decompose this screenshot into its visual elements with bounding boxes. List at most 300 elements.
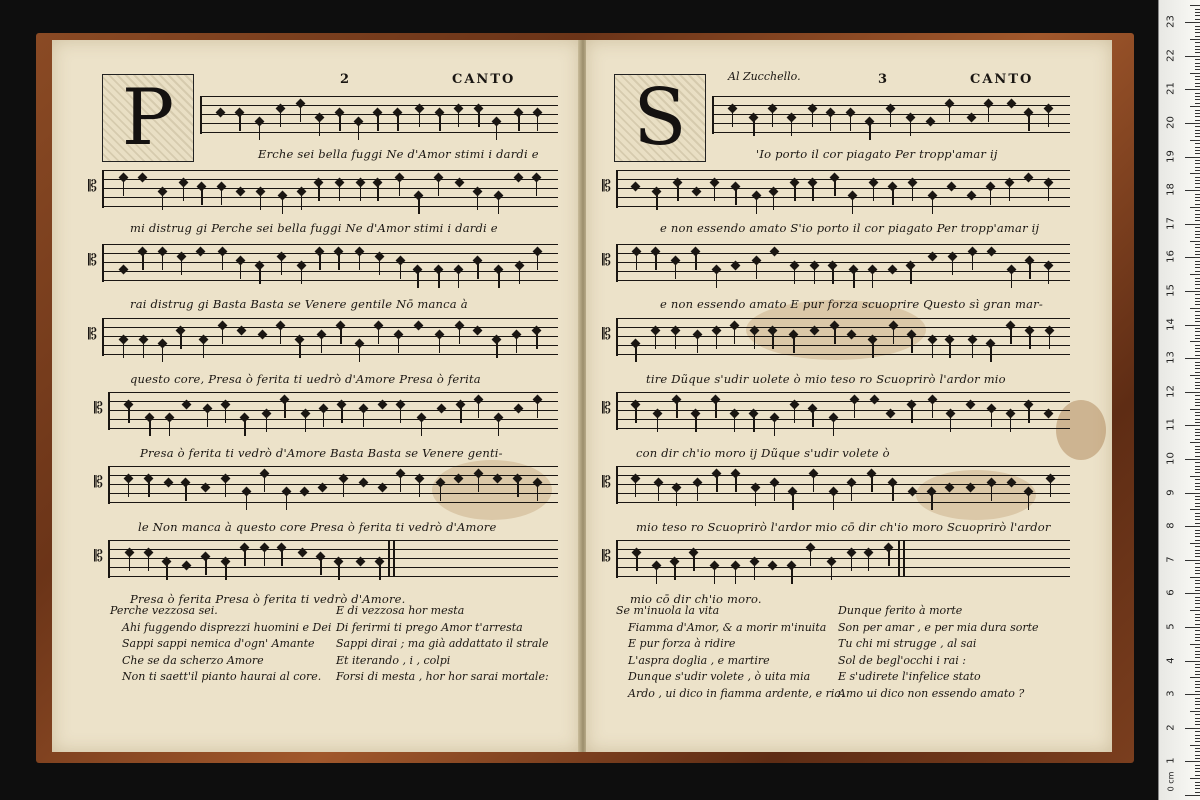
staff-line xyxy=(618,410,1070,411)
note-stem xyxy=(400,263,401,279)
note-stem xyxy=(716,476,717,492)
ruler-tick xyxy=(1185,89,1200,90)
ruler-tick xyxy=(1195,519,1200,520)
left-page-number: 2 xyxy=(340,72,352,87)
note-stem xyxy=(399,180,400,196)
ruler-tick xyxy=(1185,123,1200,124)
note-stem xyxy=(1028,494,1029,510)
ruler-tick xyxy=(1185,694,1200,695)
staff-line xyxy=(618,271,1070,272)
ruler-tick xyxy=(1195,698,1200,699)
ruler-tick xyxy=(1185,795,1200,796)
ruler-tick xyxy=(1195,550,1200,551)
music-note xyxy=(359,478,369,488)
note-stem xyxy=(284,402,285,418)
note-stem xyxy=(460,407,461,423)
music-note xyxy=(513,404,523,414)
ruler-number: 11 xyxy=(1165,418,1177,432)
note-stem xyxy=(323,411,324,427)
ruler-tick xyxy=(1195,701,1200,702)
staff-line xyxy=(618,170,1070,171)
ruler-tick xyxy=(1195,318,1200,319)
ruler-tick xyxy=(1195,785,1200,786)
note-stem xyxy=(162,346,163,362)
staff-line xyxy=(104,280,558,281)
ruler-tick xyxy=(1195,328,1200,329)
clef-icon: 𝄡 xyxy=(602,176,611,195)
staff-line xyxy=(104,271,558,272)
music-staff xyxy=(88,244,558,282)
note-stem xyxy=(239,115,240,131)
note-stem xyxy=(319,254,320,270)
music-note xyxy=(1024,173,1034,183)
music-staff xyxy=(200,96,558,134)
music-staff xyxy=(602,244,1070,282)
note-stem xyxy=(735,189,736,205)
ruler-tick xyxy=(1195,597,1200,598)
staff-line xyxy=(110,567,558,568)
note-stem xyxy=(791,120,792,136)
ruler-tick xyxy=(1185,392,1200,393)
staff-line xyxy=(618,336,1070,337)
ruler-tick xyxy=(1195,52,1200,53)
note-stem xyxy=(932,342,933,358)
ruler-tick xyxy=(1195,667,1200,668)
note-stem xyxy=(794,268,795,284)
left-verse-line: Non ti saett'il pianto haurai al core. xyxy=(122,670,322,683)
note-stem xyxy=(636,555,637,571)
staff-line xyxy=(618,392,1070,393)
ruler-number: 1 xyxy=(1165,757,1177,765)
note-stem xyxy=(755,490,756,506)
left-verse-line: Che se da scherzo Amore xyxy=(122,653,264,667)
staff-line xyxy=(618,428,1070,429)
staff-line xyxy=(104,197,558,198)
ruler-tick xyxy=(1195,399,1200,400)
clef-icon: 𝄡 xyxy=(602,398,611,417)
right-verse-line: Ardo , ui dico in fiamma ardente, e ria. xyxy=(628,686,845,700)
ruler-tick xyxy=(1195,66,1200,67)
ruler-tick xyxy=(1195,32,1200,33)
staff-line xyxy=(104,354,558,355)
music-staff xyxy=(602,540,1070,578)
right-lyric-2: e non essendo amato S'io porto il cor piagato Per tropp'amar ij xyxy=(660,221,1040,235)
note-stem xyxy=(812,111,813,127)
note-stem xyxy=(697,337,698,353)
note-stem xyxy=(832,268,833,284)
ruler-tick xyxy=(1195,741,1200,742)
note-stem xyxy=(949,342,950,358)
double-barline xyxy=(393,540,395,577)
note-stem xyxy=(753,416,754,432)
note-stem xyxy=(143,342,144,358)
ruler-tick xyxy=(1195,247,1200,248)
ruler-tick xyxy=(1190,711,1200,712)
staff-line xyxy=(714,132,1070,133)
double-barline xyxy=(903,540,905,577)
ruler-tick xyxy=(1195,385,1200,386)
ruler-tick xyxy=(1185,190,1200,191)
ruler-tick xyxy=(1195,110,1200,111)
right-voice-label: CANTO xyxy=(970,72,1034,87)
note-stem xyxy=(439,115,440,131)
note-stem xyxy=(774,485,775,501)
ruler-tick xyxy=(1195,570,1200,571)
left-lyric-3: rai distrug gi Basta Basta se Venere gentile Nō manca à xyxy=(130,297,468,311)
ruler-tick xyxy=(1190,274,1200,275)
note-stem xyxy=(478,476,479,492)
note-stem xyxy=(773,194,774,210)
note-stem xyxy=(259,124,260,140)
note-stem xyxy=(149,420,150,436)
ruler-tick xyxy=(1195,513,1200,514)
ruler-tick xyxy=(1195,530,1200,531)
note-stem xyxy=(266,416,267,432)
ruler-tick xyxy=(1195,194,1200,195)
left-lyric-2: mi distrug gi Perche sei bella fuggi Ne d'Amor stimi i dardi e xyxy=(130,221,498,235)
note-stem xyxy=(872,272,873,288)
ruler-tick xyxy=(1190,442,1200,443)
note-stem xyxy=(496,342,497,358)
ruler-tick xyxy=(1195,210,1200,211)
ruler-tick xyxy=(1195,76,1200,77)
staff-line xyxy=(110,576,558,577)
note-stem xyxy=(734,328,735,344)
ruler-tick xyxy=(1195,654,1200,655)
ruler-tick xyxy=(1195,540,1200,541)
ruler-tick xyxy=(1195,271,1200,272)
ruler-tick xyxy=(1195,765,1200,766)
staff-line xyxy=(618,484,1070,485)
note-stem xyxy=(715,402,716,418)
note-stem xyxy=(516,337,517,353)
note-stem xyxy=(360,185,361,201)
clef-icon: 𝄡 xyxy=(88,250,97,269)
ruler-tick xyxy=(1190,73,1200,74)
left-verse-line: Di ferirmi ti prego Amor t'arresta xyxy=(336,620,523,634)
ruler-number: 8 xyxy=(1165,522,1177,529)
ruler-unit-label: 0 cm xyxy=(1166,771,1176,792)
ruler-tick xyxy=(1195,362,1200,363)
staff-line xyxy=(104,345,558,346)
ruler-tick xyxy=(1195,533,1200,534)
measuring-ruler xyxy=(1158,0,1200,800)
ruler-tick xyxy=(1195,630,1200,631)
note-stem xyxy=(1048,111,1049,127)
ruler-tick xyxy=(1185,325,1200,326)
ruler-tick xyxy=(1195,284,1200,285)
ruler-tick xyxy=(1195,640,1200,641)
note-stem xyxy=(892,485,893,501)
ruler-tick xyxy=(1195,338,1200,339)
note-stem xyxy=(419,111,420,127)
right-lyric-7: mio cō dir ch'io moro. xyxy=(630,592,762,606)
double-barline xyxy=(388,540,390,577)
ruler-tick xyxy=(1195,143,1200,144)
note-stem xyxy=(400,476,401,492)
ruler-tick xyxy=(1195,304,1200,305)
staff-line xyxy=(618,188,1070,189)
staff-line xyxy=(110,475,558,476)
ruler-number: 16 xyxy=(1165,250,1177,264)
note-stem xyxy=(893,328,894,344)
note-stem xyxy=(772,333,773,349)
ruler-tick xyxy=(1185,291,1200,292)
ruler-tick xyxy=(1195,96,1200,97)
ruler-tick xyxy=(1190,5,1200,6)
note-stem xyxy=(498,420,499,436)
note-stem xyxy=(459,328,460,344)
right-verse-line: Dunque ferito à morte xyxy=(838,604,963,617)
staff-line xyxy=(714,114,1070,115)
note-stem xyxy=(418,198,419,214)
note-stem xyxy=(419,481,420,497)
ruler-tick xyxy=(1195,372,1200,373)
ruler-number: 12 xyxy=(1165,384,1177,398)
ruler-tick xyxy=(1195,704,1200,705)
note-stem xyxy=(892,189,893,205)
music-staff xyxy=(602,392,1070,430)
ruler-tick xyxy=(1195,499,1200,500)
ruler-tick xyxy=(1195,133,1200,134)
staff-line xyxy=(618,262,1070,263)
note-stem xyxy=(991,485,992,501)
music-staff xyxy=(88,318,558,356)
ruler-number: 10 xyxy=(1165,452,1177,465)
note-stem xyxy=(400,407,401,423)
ruler-tick xyxy=(1195,335,1200,336)
ruler-number: 19 xyxy=(1165,149,1177,163)
note-stem xyxy=(377,115,378,131)
music-note xyxy=(514,173,524,183)
ruler-tick xyxy=(1190,241,1200,242)
ruler-tick xyxy=(1185,661,1200,662)
music-note xyxy=(299,487,309,497)
staff-line xyxy=(618,206,1070,207)
music-staff xyxy=(712,96,1070,134)
note-stem xyxy=(656,194,657,210)
ruler-tick xyxy=(1195,301,1200,302)
music-note xyxy=(847,330,857,340)
ruler-tick xyxy=(1195,446,1200,447)
note-stem xyxy=(123,342,124,358)
note-stem xyxy=(635,407,636,423)
note-stem xyxy=(813,476,814,492)
note-stem xyxy=(378,328,379,344)
note-stem xyxy=(496,124,497,140)
note-stem xyxy=(221,189,222,205)
ruler-tick xyxy=(1195,321,1200,322)
note-stem xyxy=(498,198,499,214)
clef-icon: 𝄡 xyxy=(602,472,611,491)
ruler-number: 7 xyxy=(1165,556,1177,563)
right-page-number: 3 xyxy=(878,72,890,87)
right-verse-column-1 xyxy=(616,603,844,702)
note-stem xyxy=(793,337,794,353)
note-stem xyxy=(794,407,795,423)
ruler-tick xyxy=(1195,136,1200,137)
note-stem xyxy=(225,481,226,497)
music-note xyxy=(216,108,226,118)
ruler-tick xyxy=(1195,351,1200,352)
dedication: Al Zucchello. xyxy=(728,70,801,83)
left-lyric-1: Erche sei bella fuggi Ne d'Amor stimi i dardi e xyxy=(258,147,539,161)
ruler-tick xyxy=(1195,153,1200,154)
note-stem xyxy=(343,481,344,497)
ruler-tick xyxy=(1195,590,1200,591)
left-voice-label: CANTO xyxy=(452,72,516,87)
clef-icon: 𝄡 xyxy=(94,472,103,491)
ruler-tick xyxy=(1195,788,1200,789)
ruler-tick xyxy=(1195,735,1200,736)
ruler-tick xyxy=(1185,425,1200,426)
ruler-tick xyxy=(1195,718,1200,719)
ruler-number: 23 xyxy=(1165,15,1177,29)
ruler-tick xyxy=(1195,617,1200,618)
note-stem xyxy=(339,115,340,131)
ruler-tick xyxy=(1195,167,1200,168)
note-stem xyxy=(240,263,241,279)
ruler-tick xyxy=(1195,9,1200,10)
note-stem xyxy=(264,550,265,566)
note-stem xyxy=(1029,263,1030,279)
note-stem xyxy=(697,485,698,501)
note-stem xyxy=(794,185,795,201)
note-stem xyxy=(1029,333,1030,349)
note-stem xyxy=(734,416,735,432)
ruler-tick xyxy=(1195,204,1200,205)
right-lyric-5: con dir ch'io moro ij Dũque s'udir volete ò xyxy=(636,446,890,460)
staff-line xyxy=(618,567,1070,568)
right-lyric-4: tire Dũque s'udir uolete ò mio teso ro Scuoprirò l'ardor mio xyxy=(646,372,1006,386)
note-stem xyxy=(810,550,811,566)
note-stem xyxy=(949,106,950,122)
ruler-tick xyxy=(1185,257,1200,258)
staff-line xyxy=(618,280,1070,281)
ruler-tick xyxy=(1195,113,1200,114)
note-stem xyxy=(833,420,834,436)
ruler-tick xyxy=(1195,573,1200,574)
ruler-tick xyxy=(1195,177,1200,178)
note-stem xyxy=(338,254,339,270)
ruler-tick xyxy=(1195,348,1200,349)
note-stem xyxy=(397,115,398,131)
ruler-tick xyxy=(1195,469,1200,470)
note-stem xyxy=(932,198,933,214)
ruler-number: 13 xyxy=(1165,351,1177,365)
right-lyric-1: 'Io porto il cor piagato Per tropp'amar ij xyxy=(756,147,998,161)
note-stem xyxy=(440,485,441,501)
ruler-tick xyxy=(1195,278,1200,279)
staff-line xyxy=(104,188,558,189)
note-stem xyxy=(180,333,181,349)
note-stem xyxy=(676,402,677,418)
note-stem xyxy=(517,481,518,497)
staff-line xyxy=(110,410,558,411)
ruler-tick xyxy=(1195,365,1200,366)
note-stem xyxy=(536,180,537,196)
ruler-tick xyxy=(1195,315,1200,316)
note-stem xyxy=(439,337,440,353)
ruler-tick xyxy=(1195,479,1200,480)
left-verse-line: Forsi di mesta , hor hor sarai mortale: xyxy=(336,670,549,683)
ruler-tick xyxy=(1195,415,1200,416)
note-stem xyxy=(203,342,204,358)
clef-icon: 𝄡 xyxy=(88,176,97,195)
ruler-tick xyxy=(1195,220,1200,221)
ruler-tick xyxy=(1195,183,1200,184)
note-stem xyxy=(299,342,300,358)
ruler-tick xyxy=(1195,506,1200,507)
note-stem xyxy=(301,268,302,284)
right-verse-line: Amo ui dico non essendo amato ? xyxy=(838,686,1025,700)
ruler-tick xyxy=(1195,472,1200,473)
note-stem xyxy=(695,254,696,270)
note-stem xyxy=(148,555,149,571)
ruler-tick xyxy=(1195,12,1200,13)
ruler-tick xyxy=(1195,714,1200,715)
music-note xyxy=(986,247,996,257)
staff-line xyxy=(618,244,1070,245)
note-stem xyxy=(340,328,341,344)
ruler-tick xyxy=(1195,19,1200,20)
ruler-tick xyxy=(1195,439,1200,440)
ruler-tick xyxy=(1195,412,1200,413)
music-note xyxy=(925,117,935,127)
note-stem xyxy=(379,259,380,275)
staff-line xyxy=(618,354,1070,355)
note-stem xyxy=(301,194,302,210)
ruler-tick xyxy=(1185,493,1200,494)
clef-icon: 𝄡 xyxy=(602,324,611,343)
ruler-tick xyxy=(1195,311,1200,312)
note-stem xyxy=(774,420,775,436)
note-stem xyxy=(518,115,519,131)
staff-line xyxy=(104,318,558,319)
note-stem xyxy=(772,111,773,127)
right-verse-line: E pur forza à ridire xyxy=(628,637,736,650)
note-stem xyxy=(162,194,163,210)
note-stem xyxy=(812,185,813,201)
ruler-tick xyxy=(1195,600,1200,601)
ruler-tick xyxy=(1195,298,1200,299)
ruler-tick xyxy=(1190,106,1200,107)
left-verse-column-2 xyxy=(336,603,549,686)
note-stem xyxy=(377,185,378,201)
note-stem xyxy=(854,402,855,418)
staff-line xyxy=(202,132,558,133)
ruler-number: 9 xyxy=(1165,488,1177,496)
note-stem xyxy=(286,494,287,510)
note-stem xyxy=(128,407,129,423)
ruler-tick xyxy=(1190,409,1200,410)
ruler-tick xyxy=(1195,556,1200,557)
note-stem xyxy=(732,111,733,127)
ruler-tick xyxy=(1195,234,1200,235)
ruler-tick xyxy=(1195,466,1200,467)
note-stem xyxy=(753,120,754,136)
ruler-tick xyxy=(1190,778,1200,779)
ruler-tick xyxy=(1195,751,1200,752)
ruler-number: 22 xyxy=(1165,48,1177,62)
ruler-tick xyxy=(1195,36,1200,37)
staff-line xyxy=(618,345,1070,346)
note-stem xyxy=(162,254,163,270)
staff-line xyxy=(618,401,1070,402)
note-stem xyxy=(321,337,322,353)
ruler-tick xyxy=(1195,691,1200,692)
ruler-number: 3 xyxy=(1165,690,1177,697)
